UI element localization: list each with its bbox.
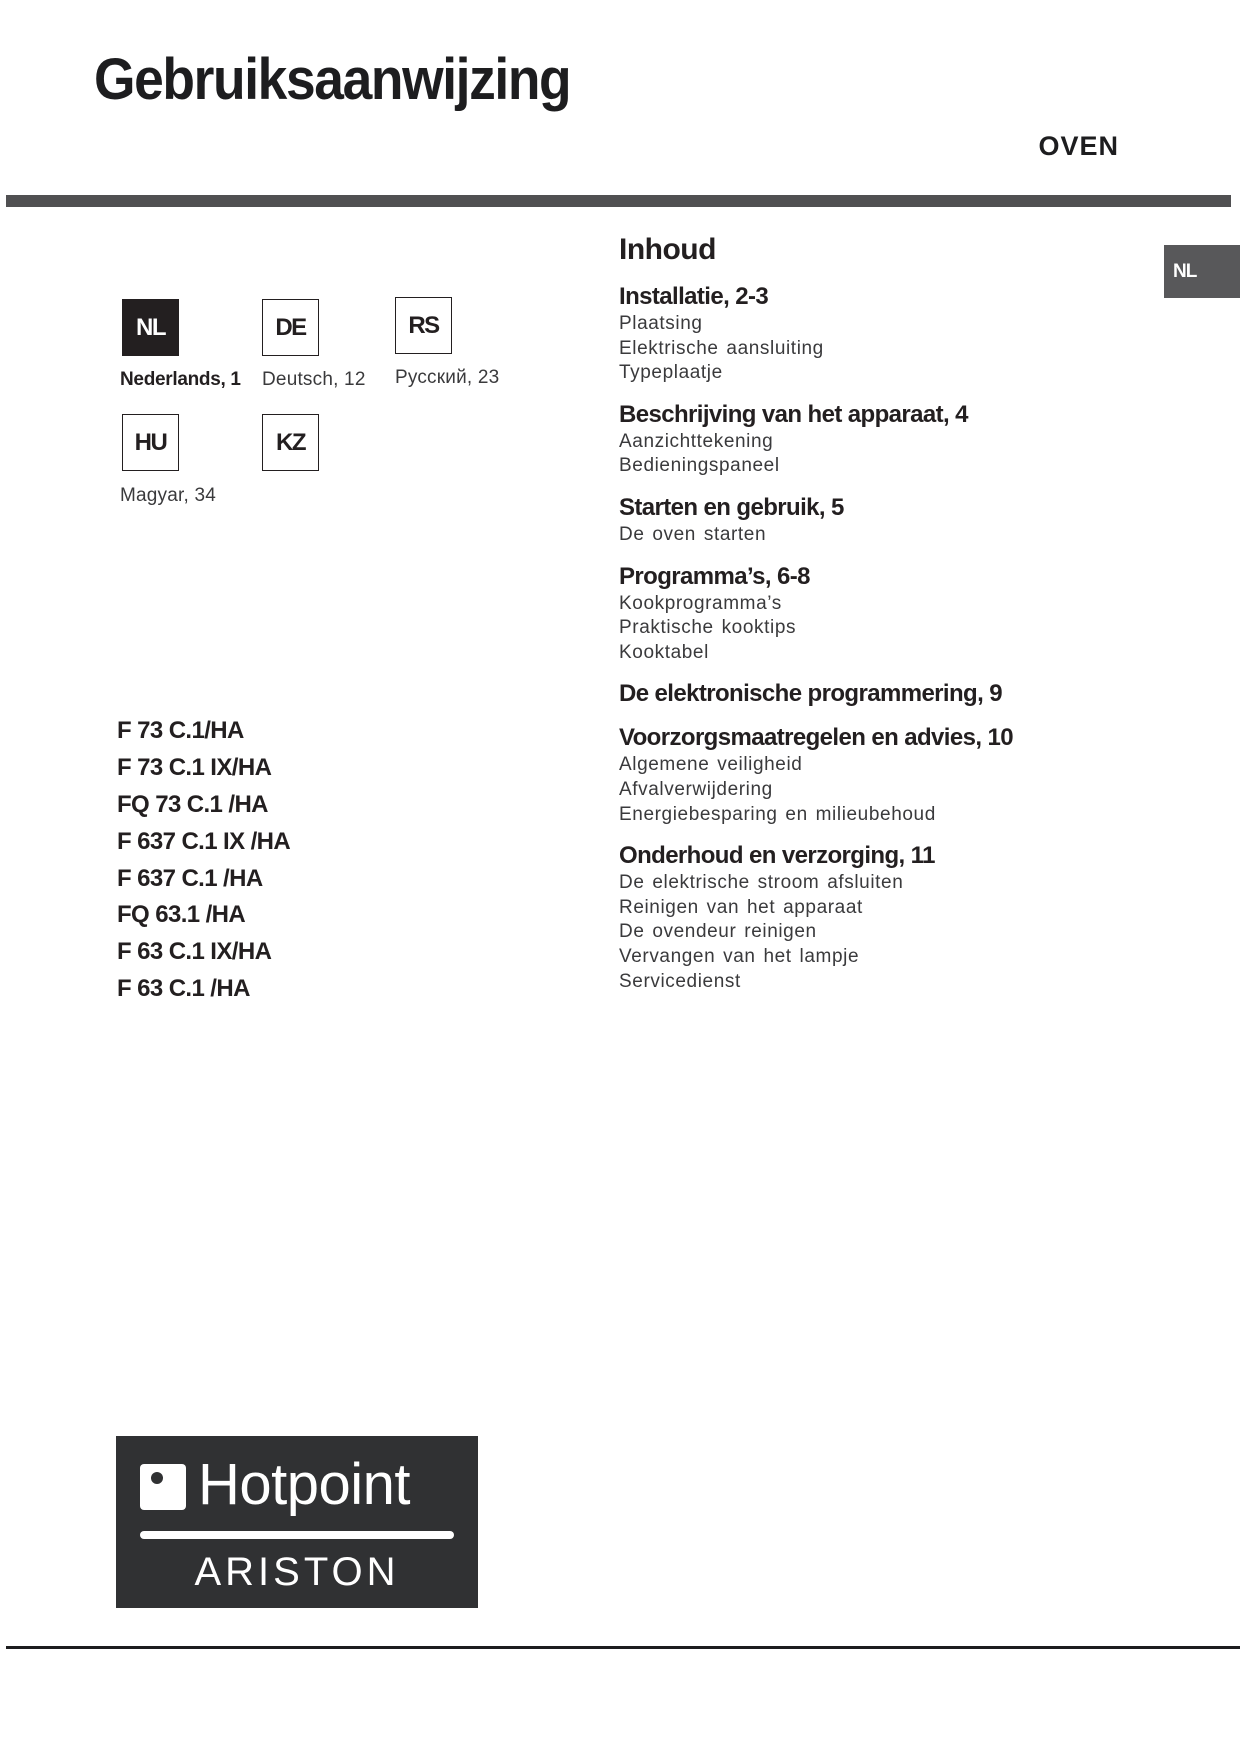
toc-item[interactable]: Kookprogramma’s [619, 592, 782, 614]
toc-item[interactable]: Aanzichttekening [619, 430, 774, 452]
toc-item[interactable]: Afvalverwijdering [619, 778, 773, 800]
language-box-hu[interactable]: HU [122, 414, 179, 471]
toc-section-programmering [619, 679, 1139, 709]
toc-heading[interactable]: Programma’s, 6-8 [619, 562, 810, 590]
language-label-de[interactable]: Deutsch, 12 [262, 369, 366, 390]
toc-section-beschrijving [619, 400, 1139, 479]
language-label-nl[interactable]: Nederlands, 1 [120, 369, 241, 390]
toc-item[interactable]: Typeplaatje [619, 362, 723, 384]
toc-item[interactable]: Algemene veiligheid [619, 754, 803, 776]
header-divider-bar [6, 195, 1231, 207]
logo-brand-top: Hotpoint [198, 1452, 411, 1517]
toc-item[interactable]: Elektrische aansluiting [619, 337, 824, 359]
language-box-de[interactable]: DE [262, 299, 319, 356]
toc-item[interactable]: De elektrische stroom afsluiten [619, 872, 904, 894]
toc-section-onderhoud [619, 841, 1139, 994]
toc-heading[interactable]: Installatie, 2-3 [619, 283, 769, 310]
toc-heading[interactable]: Starten en gebruik, 5 [619, 493, 844, 521]
toc-item[interactable]: Plaatsing [619, 313, 703, 334]
document-title: Gebruiksaanwijzing [94, 47, 571, 112]
logo-brand-bottom: ARISTON [194, 1550, 400, 1594]
toc-item[interactable]: Reinigen van het apparaat [619, 896, 863, 918]
model-item: F 73 C.1/HA [117, 717, 244, 744]
language-box-rs[interactable]: RS [395, 297, 452, 354]
logo-divider [140, 1531, 454, 1539]
model-list [117, 713, 290, 1008]
logo-dot [151, 1472, 163, 1484]
language-label-hu[interactable]: Magyar, 34 [120, 485, 216, 506]
toc-item[interactable]: De ovendeur reinigen [619, 921, 817, 943]
toc-heading[interactable]: Beschrijving van het apparaat, 4 [619, 400, 968, 428]
toc-heading[interactable]: Voorzorgsmaatregelen en advies, 10 [619, 724, 1013, 752]
product-type: OVEN [1038, 131, 1119, 161]
toc-title: Inhoud [619, 233, 716, 266]
toc-item[interactable]: Kooktabel [619, 641, 709, 663]
toc-item[interactable]: Energiebesparing en milieubehoud [619, 803, 936, 825]
footer-divider-line [6, 1646, 1240, 1649]
toc-section-programmas [619, 562, 1139, 666]
toc-section-installatie [619, 282, 1139, 386]
model-item: F 63 C.1 /HA [117, 975, 250, 1003]
table-of-contents [619, 232, 1139, 1008]
logo-mark-icon [140, 1464, 186, 1510]
model-item: F 63 C.1 IX/HA [117, 938, 272, 966]
model-item: FQ 73 C.1 /HA [117, 790, 268, 818]
toc-heading[interactable]: Onderhoud en verzorging, 11 [619, 842, 935, 870]
toc-item[interactable]: De oven starten [619, 523, 767, 545]
language-label-rs[interactable]: Русский, 23 [395, 367, 500, 388]
language-side-tab: NL [1164, 245, 1240, 298]
toc-item[interactable]: Servicedienst [619, 970, 741, 992]
language-box-kz[interactable]: KZ [262, 414, 319, 471]
toc-item[interactable]: Praktische kooktips [619, 617, 797, 639]
toc-section-voorzorgsmaatregelen [619, 723, 1139, 827]
language-box-nl[interactable]: NL [122, 299, 179, 356]
model-item: F 73 C.1 IX/HA [117, 753, 272, 781]
model-item: F 637 C.1 /HA [117, 864, 263, 892]
toc-heading[interactable]: De elektronische programmering, 9 [619, 680, 1002, 708]
model-item: FQ 63.1 /HA [117, 901, 246, 929]
toc-section-starten [619, 493, 1139, 548]
toc-item[interactable]: Bedieningspaneel [619, 455, 780, 477]
model-item: F 637 C.1 IX /HA [117, 827, 291, 855]
toc-item[interactable]: Vervangen van het lampje [619, 945, 860, 967]
hotpoint-ariston-logo [116, 1436, 478, 1608]
